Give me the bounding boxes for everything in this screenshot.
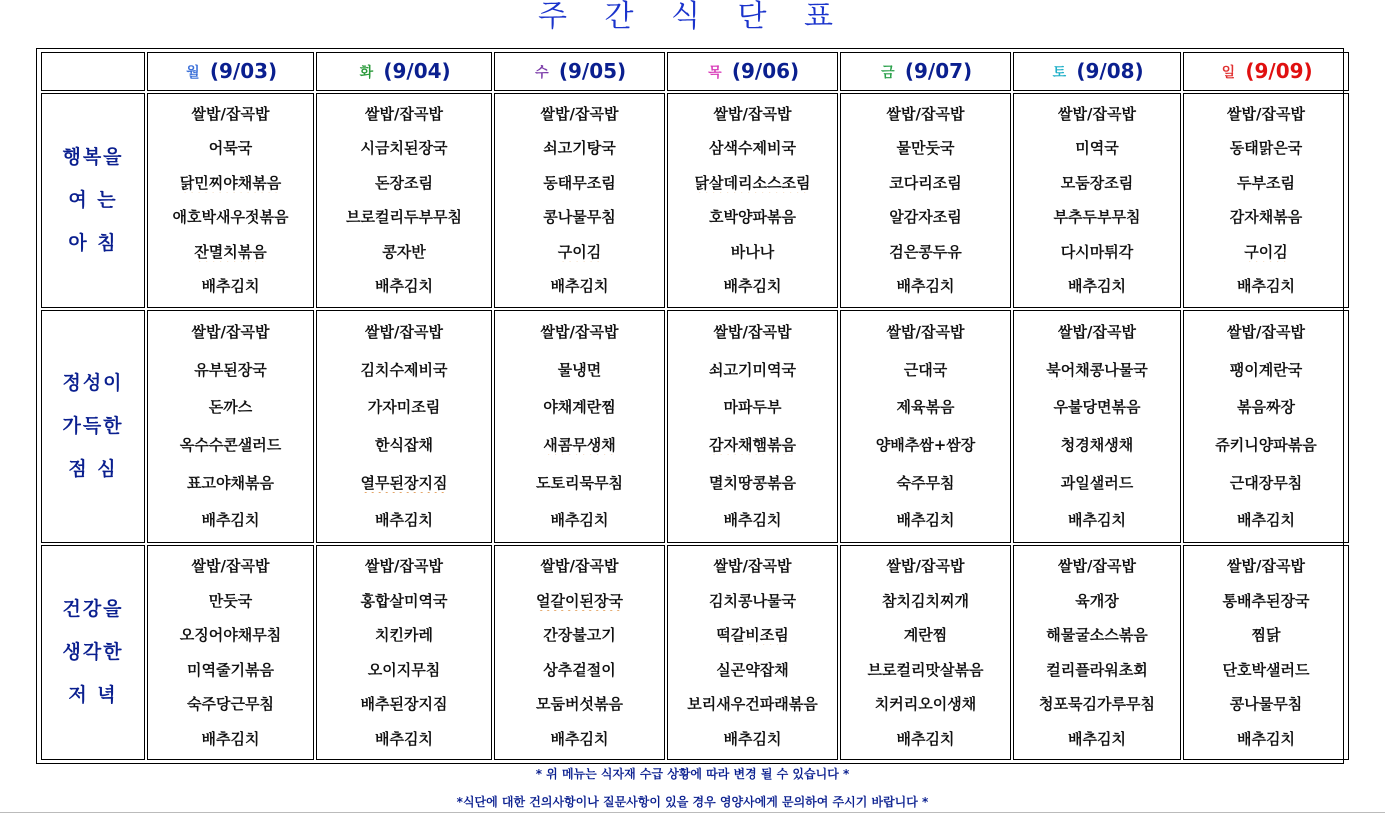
dish-item: 표고야채볶음 — [187, 473, 274, 492]
dish-item: 치커리오이생채 — [874, 695, 977, 714]
menu-cell — [316, 310, 492, 543]
dish-item: 배추김치 — [1237, 729, 1295, 748]
dish-item: 배추김치 — [201, 729, 260, 748]
dish-item: 한식잡채 — [375, 436, 433, 455]
dish-item: 도토리묵무침 — [536, 473, 623, 492]
meal-label-line: 저 녁 — [68, 683, 118, 706]
dish-list — [841, 546, 1010, 759]
day-header-2 — [316, 52, 492, 91]
dish-item: 단호박샐러드 — [1222, 660, 1310, 679]
dish-item: 실곤약잡채 — [716, 660, 789, 679]
dish-item: 배추김치 — [375, 511, 433, 530]
water-icon: 수 — [535, 65, 549, 82]
dish-item: 쌀밥/잡곡밥 — [1227, 323, 1305, 342]
dish-item: 닭살데리소스조림 — [694, 173, 811, 192]
dish-item: 알감자조림 — [889, 208, 962, 227]
dish-item: 배추김치 — [550, 511, 609, 530]
dish-item: 양배추쌈+쌈장 — [875, 436, 976, 455]
dish-item: 쌀밥/잡곡밥 — [540, 323, 619, 342]
dish-item: 구이김 — [557, 242, 602, 261]
dish-item: 계란찜 — [903, 626, 948, 645]
dish-item: 쌀밥/잡곡밥 — [713, 557, 792, 576]
dish-item: 쌀밥/잡곡밥 — [540, 104, 619, 123]
dish-item: 쌀밥/잡곡밥 — [1227, 557, 1305, 576]
dish-item: 팽이계란국 — [1229, 360, 1303, 379]
dish-item: 쌀밥/잡곡밥 — [886, 323, 965, 342]
dish-item: 배추김치 — [201, 511, 260, 530]
dish-item: 새콤무생채 — [543, 436, 616, 455]
dish-item: 쌀밥/잡곡밥 — [1058, 557, 1136, 576]
dish-list — [495, 94, 664, 307]
dish-list — [1184, 546, 1348, 759]
dish-list — [148, 311, 313, 542]
dish-list — [317, 311, 491, 542]
dish-item: 잔멸치볶음 — [194, 242, 267, 261]
day-header-5 — [840, 52, 1011, 91]
dish-list — [1014, 546, 1180, 759]
dish-item: 쌀밥/잡곡밥 — [191, 323, 270, 342]
meal-label-line: 점 심 — [68, 457, 118, 480]
dish-item: 돈장조림 — [375, 173, 433, 192]
dish-item: 호박양파볶음 — [709, 208, 796, 227]
dish-item: 홍합살미역국 — [360, 591, 448, 610]
dish-item: 배추김치 — [1237, 511, 1295, 530]
day-date: (9/07) — [904, 59, 973, 84]
fire-icon: 화 — [359, 65, 374, 82]
dish-item: 배추된장지짐 — [360, 695, 448, 714]
dish-item: 근대국 — [903, 360, 948, 379]
dish-list — [841, 94, 1010, 307]
dish-item: 열무된장지짐 — [360, 473, 448, 492]
dish-item: 검은콩두유 — [889, 242, 962, 261]
dish-item: 애호박새우젓볶음 — [172, 208, 289, 227]
dish-item: 어묵국 — [208, 139, 253, 158]
dish-item: 코다리조림 — [889, 173, 962, 192]
dish-item: 과일샐러드 — [1060, 473, 1134, 492]
dish-item: 다시마튀각 — [1060, 242, 1134, 261]
dish-item: 쌀밥/잡곡밥 — [365, 323, 443, 342]
dish-item: 찜닭 — [1251, 626, 1281, 645]
dish-item: 쥬키니양파볶음 — [1215, 436, 1317, 455]
dish-item: 배추김치 — [723, 511, 782, 530]
dish-item: 배추김치 — [1237, 277, 1295, 296]
dish-item: 북어채콩나물국 — [1046, 360, 1148, 379]
dish-item: 마파두부 — [723, 398, 782, 417]
dish-list — [317, 546, 491, 759]
earth-icon: 토 — [1052, 65, 1067, 82]
dish-item: 배추김치 — [1068, 729, 1126, 748]
dish-item: 콩나물무침 — [543, 208, 616, 227]
day-date: (9/08) — [1076, 59, 1144, 84]
meal-label — [41, 93, 145, 308]
dish-item: 미역국 — [1075, 139, 1119, 158]
dish-item: 브로컬리두부무침 — [346, 208, 462, 227]
dish-item: 쌀밥/잡곡밥 — [886, 104, 965, 123]
dish-item: 쇠고기탕국 — [543, 139, 616, 158]
dish-item: 물만둣국 — [896, 139, 955, 158]
dish-item: 모둠버섯볶음 — [536, 695, 623, 714]
dish-item: 쌀밥/잡곡밥 — [886, 557, 965, 576]
dish-item: 동태맑은국 — [1229, 139, 1303, 158]
menu-cell — [316, 93, 492, 308]
dish-list — [841, 311, 1010, 542]
dish-item: 쌀밥/잡곡밥 — [1058, 104, 1136, 123]
dish-list — [668, 94, 837, 307]
day-date: (9/05) — [558, 59, 627, 84]
menu-cell — [667, 310, 838, 543]
dish-item: 해물굴소스볶음 — [1046, 626, 1148, 645]
dish-list — [1184, 94, 1348, 307]
menu-cell — [147, 545, 314, 760]
notice-change: * 위 메뉴는 식자재 수급 상황에 따라 변경 될 수 있습니다 * — [535, 767, 850, 781]
dish-item: 두부조림 — [1237, 173, 1295, 192]
menu-cell — [840, 545, 1011, 760]
day-header-1 — [147, 52, 314, 91]
dish-item: 배추김치 — [375, 729, 433, 748]
menu-cell — [667, 545, 838, 760]
dish-item: 떡갈비조림 — [716, 626, 789, 645]
dish-item: 쌀밥/잡곡밥 — [1227, 104, 1305, 123]
dish-item: 배추김치 — [896, 277, 955, 296]
dish-item: 멸치땅콩볶음 — [709, 473, 796, 492]
dish-item: 배추김치 — [201, 277, 260, 296]
meal-label-line: 생각한 — [62, 640, 124, 663]
dish-item: 구이김 — [1244, 242, 1288, 261]
dish-item: 쌀밥/잡곡밥 — [1058, 323, 1136, 342]
dish-item: 배추김치 — [375, 277, 433, 296]
dish-item: 청경채생채 — [1060, 436, 1134, 455]
dinner-row — [41, 545, 1349, 760]
menu-cell — [1183, 93, 1349, 308]
dish-list — [495, 311, 664, 542]
dish-item: 삼색수제비국 — [709, 139, 796, 158]
day-date: (9/03) — [209, 59, 278, 84]
meal-label-line: 가득한 — [62, 414, 124, 437]
weekly-menu-table — [39, 50, 1351, 762]
dish-item: 치킨카레 — [375, 626, 433, 645]
menu-cell — [494, 310, 665, 543]
meal-label-line: 정성이 — [62, 371, 124, 394]
day-date: (9/06) — [731, 59, 800, 84]
dish-item: 상추겉절이 — [543, 660, 616, 679]
menu-cell — [316, 545, 492, 760]
dish-item: 숙주무침 — [896, 473, 955, 492]
dish-item: 쌀밥/잡곡밥 — [540, 557, 619, 576]
dish-item: 브로컬리맛살볶음 — [867, 660, 984, 679]
day-header-6 — [1013, 52, 1181, 91]
dish-item: 모둠장조림 — [1060, 173, 1134, 192]
dish-item: 우불당면볶음 — [1053, 398, 1141, 417]
dish-item: 근대장무침 — [1229, 473, 1303, 492]
dish-item: 닭민찌야채볶음 — [179, 173, 282, 192]
dish-item: 쌀밥/잡곡밥 — [713, 323, 792, 342]
moon-icon: 월 — [186, 65, 200, 82]
dish-list — [668, 546, 837, 759]
dish-item: 배추김치 — [1068, 277, 1126, 296]
dish-item: 감자채볶음 — [1229, 208, 1303, 227]
meal-label — [41, 310, 145, 543]
dish-item: 감자채햄볶음 — [709, 436, 796, 455]
dish-item: 유부된장국 — [194, 360, 267, 379]
dish-item: 콩나물무침 — [1229, 695, 1303, 714]
dish-item: 보리새우건파래볶음 — [687, 695, 818, 714]
dish-item: 얼갈이된장국 — [536, 591, 623, 610]
dish-item: 야채계란찜 — [543, 398, 616, 417]
page-title: 주 간 식 단 표 — [537, 0, 848, 34]
day-header-4 — [667, 52, 838, 91]
dish-item: 참치김치찌개 — [882, 591, 969, 610]
dish-item: 육개장 — [1075, 591, 1119, 610]
lunch-row — [41, 310, 1349, 543]
dish-item: 청포묵김가루무침 — [1039, 695, 1155, 714]
meal-label-line: 건강을 — [62, 597, 124, 620]
sun-icon: 일 — [1221, 65, 1236, 82]
dish-item: 배추김치 — [723, 729, 782, 748]
dish-item: 볶음짜장 — [1237, 398, 1295, 417]
dish-item: 제육볶음 — [896, 398, 955, 417]
dish-item: 쌀밥/잡곡밥 — [191, 557, 270, 576]
meal-label-line: 행복을 — [62, 145, 124, 168]
day-date: (9/09) — [1245, 59, 1313, 84]
menu-cell — [147, 310, 314, 543]
dish-item: 쌀밥/잡곡밥 — [365, 557, 443, 576]
dish-item: 동태무조림 — [543, 173, 616, 192]
meal-label-line: 아 침 — [68, 231, 118, 254]
menu-cell — [1013, 545, 1181, 760]
meal-label-line: 여 는 — [68, 188, 118, 211]
breakfast-row — [41, 93, 1349, 308]
dish-item: 쌀밥/잡곡밥 — [191, 104, 270, 123]
dish-item: 돈까스 — [208, 398, 253, 417]
menu-cell — [840, 93, 1011, 308]
meal-label — [41, 545, 145, 760]
dish-item: 배추김치 — [550, 277, 609, 296]
dish-item: 오이지무침 — [367, 660, 441, 679]
dish-list — [148, 94, 313, 307]
dish-item: 부추두부무침 — [1053, 208, 1141, 227]
dish-item: 미역줄기볶음 — [187, 660, 274, 679]
dish-list — [1014, 311, 1180, 542]
dish-item: 만둣국 — [208, 591, 253, 610]
dish-item: 배추김치 — [1068, 511, 1126, 530]
dish-list — [495, 546, 664, 759]
dish-item: 배추김치 — [723, 277, 782, 296]
menu-cell — [840, 310, 1011, 543]
dish-item: 김치수제비국 — [360, 360, 448, 379]
dish-item: 가자미조림 — [367, 398, 441, 417]
notice-contact: *식단에 대한 건의사항이나 질문사항이 있을 경우 영양사에게 문의하여 주시기 바랍니다 * — [456, 795, 929, 809]
day-header-7 — [1183, 52, 1349, 91]
dish-item: 시금치된장국 — [360, 139, 448, 158]
dish-item: 옥수수콘샐러드 — [179, 436, 282, 455]
dish-item: 배추김치 — [550, 729, 609, 748]
dish-item: 김치콩나물국 — [709, 591, 796, 610]
menu-cell — [147, 93, 314, 308]
menu-cell — [494, 545, 665, 760]
menu-cell — [1183, 545, 1349, 760]
dish-item: 배추김치 — [896, 511, 955, 530]
menu-cell — [1183, 310, 1349, 543]
header-row — [41, 52, 1349, 91]
dish-item: 콩자반 — [382, 242, 426, 261]
dish-item: 오징어야채무침 — [179, 626, 282, 645]
dish-item: 통배추된장국 — [1222, 591, 1310, 610]
day-date: (9/04) — [383, 59, 451, 84]
dish-list — [1014, 94, 1180, 307]
day-header-3 — [494, 52, 665, 91]
dish-list — [668, 311, 837, 542]
dish-item: 간장불고기 — [543, 626, 616, 645]
dish-item: 물냉면 — [557, 360, 602, 379]
tree-icon: 목 — [708, 65, 722, 82]
menu-cell — [494, 93, 665, 308]
dish-item: 배추김치 — [896, 729, 955, 748]
dish-list — [1184, 311, 1348, 542]
dish-list — [317, 94, 491, 307]
menu-cell — [667, 93, 838, 308]
dish-item: 바나나 — [730, 242, 775, 261]
dish-item: 쇠고기미역국 — [709, 360, 796, 379]
dish-item: 컬리플라워초회 — [1046, 660, 1148, 679]
dish-item: 쌀밥/잡곡밥 — [365, 104, 443, 123]
dish-item: 숙주당근무침 — [187, 695, 274, 714]
menu-cell — [1013, 93, 1181, 308]
gold-icon: 금 — [881, 65, 895, 82]
menu-cell — [1013, 310, 1181, 543]
dish-list — [148, 546, 313, 759]
corner-cell — [41, 52, 145, 91]
dish-item: 쌀밥/잡곡밥 — [713, 104, 792, 123]
